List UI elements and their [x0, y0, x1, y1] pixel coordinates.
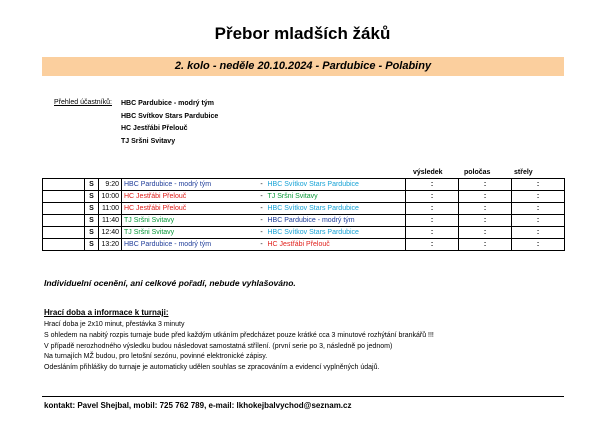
- shots-cell: :: [512, 179, 565, 191]
- awards-note: Individuelní ocenění, ani celkové pořadí, nebude vyhlašováno.: [44, 278, 296, 288]
- game-row: [43, 215, 565, 227]
- home-team: HC Jestřábi Přelouč: [122, 203, 258, 215]
- game-mark: S: [85, 203, 99, 215]
- shots-cell: :: [512, 215, 565, 227]
- info-line: V případě nerozhodného výsledku budou následovat samostatná střílení. (první serie po 3, následně po jednom): [44, 342, 393, 350]
- participants-list: [121, 98, 218, 148]
- team-separator: -: [258, 179, 266, 191]
- away-team: HC Jestřábi Přelouč: [266, 239, 406, 251]
- game-time: 9:20: [99, 179, 122, 191]
- page-title: Přebor mladších žáků: [214, 24, 391, 43]
- team-separator: -: [258, 227, 266, 239]
- info-line: Hrací doba je 2x10 minut, přestávka 3 minuty: [44, 321, 185, 328]
- team-separator: -: [258, 203, 266, 215]
- result-cell: :: [406, 215, 459, 227]
- row-spacer-cell: [43, 203, 85, 215]
- game-mark: S: [85, 227, 99, 239]
- row-spacer-cell: [43, 179, 85, 191]
- row-spacer-cell: [43, 215, 85, 227]
- away-team: HBC Svítkov Stars Pardubice: [266, 227, 406, 239]
- info-line: S ohledem na nabitý rozpis turnaje bude před každým utkáním předcházet pouze krátké cca 3 minutové rozhýtání brankářů !!!: [44, 331, 434, 339]
- result-cell: :: [406, 227, 459, 239]
- result-cell: :: [406, 191, 459, 203]
- home-team: TJ Sršni Svitavy: [122, 215, 258, 227]
- game-time: 11:00: [99, 203, 122, 215]
- game-row: [43, 191, 565, 203]
- half-cell: :: [459, 239, 512, 251]
- column-header-shots: střely: [514, 169, 533, 176]
- half-cell: :: [459, 191, 512, 203]
- half-cell: :: [459, 179, 512, 191]
- away-team: HBC Svítkov Stars Pardubice: [266, 203, 406, 215]
- result-cell: :: [406, 179, 459, 191]
- row-spacer-cell: [43, 239, 85, 251]
- shots-cell: :: [512, 227, 565, 239]
- away-team: HBC Svítkov Stars Pardubice: [266, 179, 406, 191]
- participant-item: HBC Svítkov Stars Pardubice: [121, 112, 219, 120]
- team-separator: -: [258, 239, 266, 251]
- shots-cell: :: [512, 239, 565, 251]
- column-header-half: poločas: [464, 169, 491, 176]
- row-spacer-cell: [43, 227, 85, 239]
- participant-item: HC Jestřábi Přelouč: [121, 125, 188, 132]
- half-cell: :: [459, 227, 512, 239]
- game-mark: S: [85, 179, 99, 191]
- contact-line: kontakt: Pavel Shejbal, mobil: 725 762 789, e-mail: lkhokejbalvychod@seznam.cz: [44, 401, 352, 410]
- schedule-table: [42, 178, 565, 251]
- away-team: TJ Sršni Svitavy: [266, 191, 406, 203]
- home-team: TJ Sršni Svitavy: [122, 227, 258, 239]
- row-spacer-cell: [43, 191, 85, 203]
- participants-label: Přehled účastníků:: [54, 99, 112, 106]
- half-cell: :: [459, 203, 512, 215]
- info-block: [44, 320, 434, 374]
- game-time: 11:40: [99, 215, 122, 227]
- game-mark: S: [85, 191, 99, 203]
- shots-cell: :: [512, 203, 565, 215]
- home-team: HBC Pardubice - modrý tým: [122, 239, 258, 251]
- away-team: HBC Pardubice - modrý tým: [266, 215, 406, 227]
- info-heading: Hrací doba a informace k turnaji:: [44, 308, 169, 317]
- game-mark: S: [85, 215, 99, 227]
- game-row: [43, 203, 565, 215]
- game-time: 12:40: [99, 227, 122, 239]
- half-cell: :: [459, 215, 512, 227]
- result-cell: :: [406, 239, 459, 251]
- home-team: HC Jestřábi Přelouč: [122, 191, 258, 203]
- team-separator: -: [258, 191, 266, 203]
- home-team: HBC Pardubice - modrý tým: [122, 179, 258, 191]
- game-row: [43, 227, 565, 239]
- game-row: [43, 179, 565, 191]
- team-separator: -: [258, 215, 266, 227]
- game-row: [43, 239, 565, 251]
- info-line: Na turnajích MŽ budou, pro letošní sezónu, povinné elektronické zápisy.: [44, 353, 268, 361]
- round-banner: 2. kolo - neděle 20.10.2024 - Pardubice - Polabiny: [42, 57, 564, 76]
- participant-item: HBC Pardubice - modrý tým: [121, 100, 214, 107]
- footer-divider: [42, 396, 564, 397]
- info-line: Odesláním přihlášky do turnaje je automaticky udělen souhlas se zpracováním a evidencí vyplněných údajů.: [44, 364, 380, 372]
- game-time: 10:00: [99, 191, 122, 203]
- game-mark: S: [85, 239, 99, 251]
- shots-cell: :: [512, 191, 565, 203]
- game-time: 13:20: [99, 239, 122, 251]
- participant-item: TJ Sršni Svitavy: [121, 137, 176, 145]
- result-cell: :: [406, 203, 459, 215]
- column-header-result: výsledek: [413, 169, 443, 176]
